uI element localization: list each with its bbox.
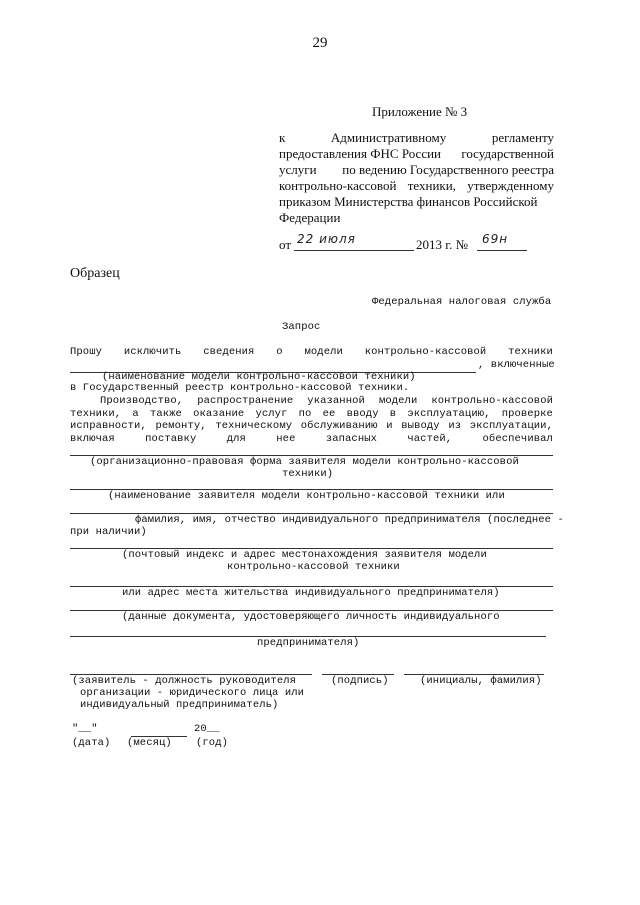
- word: Административному: [330, 130, 447, 145]
- word: Производство,: [100, 395, 184, 407]
- included-text: , включенные: [478, 359, 555, 371]
- text-row: [279, 194, 554, 210]
- word: контрольно-кассовой: [279, 178, 397, 193]
- model-caption: (наименование модели контрольно-кассовой техники): [102, 371, 416, 383]
- order-number: 69н: [482, 232, 509, 246]
- form-heading: Запрос: [282, 321, 321, 333]
- date-day-caption: (дата): [72, 737, 111, 749]
- word: модели: [378, 395, 418, 407]
- word: приказом Министерства финансов Российской: [279, 194, 538, 209]
- text-row: [279, 162, 554, 178]
- text-row: [70, 433, 553, 446]
- word: исправности,: [70, 420, 147, 432]
- date-day-field[interactable]: "__": [72, 723, 98, 735]
- caption-address: (почтовый индекс и адрес местонахождения заявителя модели: [122, 549, 487, 561]
- text-row: [70, 420, 553, 433]
- caption-document: (данные документа, удостоверяющего личность индивидуального: [122, 611, 500, 623]
- caption-address-2: контрольно-кассовой техники: [227, 561, 400, 573]
- word: техники,: [407, 178, 456, 193]
- text-row: [279, 146, 554, 162]
- word: государственной: [461, 146, 554, 161]
- text-row: [70, 395, 553, 408]
- caption-residence: или адрес места жительства индивидуального предпринимателя): [122, 587, 500, 599]
- word: техники: [508, 346, 553, 358]
- word: сведения: [203, 346, 255, 358]
- signature-caption: (подпись): [331, 675, 389, 687]
- date-year-caption: (год): [196, 737, 229, 749]
- word: вводу: [346, 407, 379, 420]
- page-number: 29: [312, 35, 328, 51]
- word: по: [298, 407, 312, 420]
- word: техники,: [70, 407, 122, 420]
- sign-applicant-caption-3: индивидуальный предприниматель): [80, 699, 279, 711]
- word: проверке: [501, 407, 553, 420]
- caption-fio-2: при наличии): [70, 526, 147, 538]
- word: о: [276, 346, 283, 358]
- sign-applicant-caption: (заявитель - должность руководителя: [72, 675, 297, 687]
- word: услуги: [279, 162, 317, 177]
- text-row: [279, 210, 554, 226]
- word: техническому: [215, 420, 293, 432]
- date-month-caption: (месяц): [127, 737, 172, 749]
- word: выводу: [401, 420, 440, 432]
- word: также: [149, 407, 182, 420]
- recipient: Федеральная налоговая служба: [372, 296, 552, 308]
- word: Прошу: [70, 346, 103, 358]
- order-number-underline: [477, 250, 527, 251]
- word: регламенту: [491, 130, 554, 145]
- word: в: [389, 407, 397, 420]
- word: распространение: [197, 395, 294, 407]
- production-paragraph: [70, 395, 553, 445]
- text-row: [279, 178, 554, 194]
- word: предоставления ФНС России: [279, 146, 442, 161]
- date-year-field[interactable]: 20__: [194, 723, 220, 735]
- registry-line: в Государственный реестр контрольно-кассовой техники.: [70, 382, 410, 394]
- caption-fio: фамилия, имя, отчество индивидуального предпринимателя (последнее -: [135, 514, 564, 526]
- request-line: [70, 346, 553, 358]
- word: к: [279, 130, 286, 145]
- word: контрольно-кассовой: [364, 346, 487, 358]
- word: услуг: [255, 407, 288, 420]
- word: оказание: [193, 407, 245, 420]
- word: запасных: [325, 432, 378, 445]
- word: и: [386, 420, 393, 432]
- word: частей,: [407, 432, 453, 445]
- initials-caption: (инициалы, фамилия): [420, 675, 542, 687]
- order-year: 2013 г. №: [416, 237, 469, 252]
- word: для: [226, 432, 246, 445]
- text-row: [70, 346, 553, 358]
- sample-label: Образец: [70, 266, 120, 281]
- word: Федерации: [279, 210, 341, 225]
- word: эксплуатацию,: [407, 407, 491, 420]
- word: исключить: [123, 346, 182, 358]
- order-prefix: от: [279, 237, 292, 252]
- caption-applicant-name: (наименование заявителя модели контрольно-кассовой техники или: [108, 490, 505, 502]
- word: обеспечивал: [482, 432, 553, 445]
- text-row: [279, 130, 554, 146]
- caption-document-2: предпринимателя): [257, 637, 360, 649]
- word: контрольно-кассовой: [431, 395, 553, 407]
- word: по ведению Государственного реестра: [342, 162, 554, 177]
- appendix-title: Приложение № 3: [372, 104, 468, 119]
- word: эксплуатации,: [469, 420, 553, 432]
- word: ее: [322, 407, 336, 420]
- appendix-text: [279, 130, 554, 226]
- word: ремонту,: [155, 420, 207, 432]
- word: поставку: [145, 432, 197, 445]
- word: из: [448, 420, 462, 432]
- word: указанной: [307, 395, 365, 407]
- word: а: [132, 407, 139, 420]
- caption-org-form-2: техники): [282, 468, 334, 480]
- caption-org-form: (организационно-правовая форма заявителя модели контрольно-кассовой: [90, 456, 519, 468]
- word: модели: [304, 346, 343, 358]
- word: обслуживанию: [300, 420, 378, 432]
- text-row: [70, 408, 553, 421]
- sign-applicant-caption-2: организации - юридического лица или: [80, 687, 305, 699]
- word: утвержденному: [467, 178, 554, 193]
- word: нее: [276, 432, 296, 445]
- word: включая: [70, 432, 115, 445]
- order-date: 22 июля: [297, 232, 356, 246]
- order-date-underline: [294, 250, 414, 251]
